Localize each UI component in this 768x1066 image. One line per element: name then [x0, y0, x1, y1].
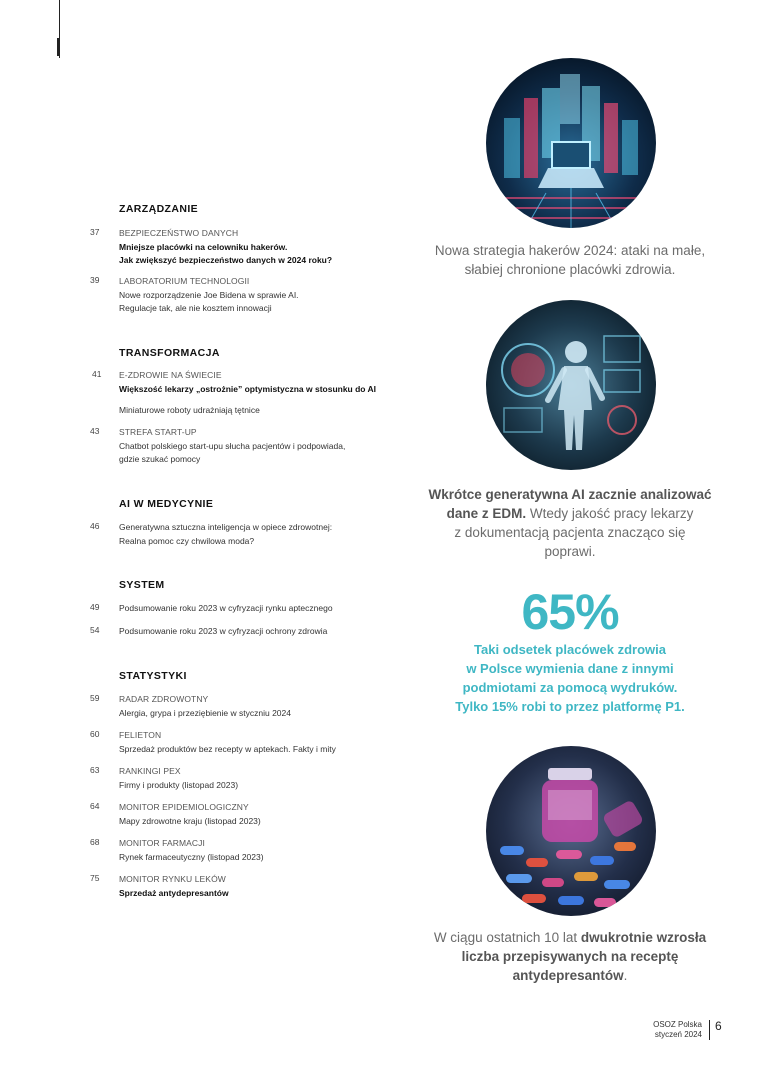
- crop-mark: [59, 0, 60, 58]
- crop-mark-accent: [57, 38, 59, 56]
- issue-date: styczeń 2024: [654, 1030, 702, 1039]
- entry-title: Chatbot polskiego start-upu słucha pacjentów i podpowiada,: [119, 440, 346, 451]
- entry-title: Miniaturowe roboty udrażniają tętnice: [119, 405, 260, 415]
- page-number: 41: [92, 369, 102, 379]
- section-title-transformacja: TRANSFORMACJA: [119, 347, 220, 359]
- caption-line: Wkrótce generatywna AI zacznie analizować: [428, 487, 712, 502]
- page-number: 75: [90, 873, 100, 883]
- section-title-ai-w-medycynie: AI W MEDYCYNIE: [119, 498, 214, 510]
- caption-line: poprawi.: [544, 544, 596, 559]
- stat-line: Taki odsetek placówek zdrowia: [474, 642, 666, 657]
- entry-category: E-ZDROWIE NA ŚWIECIE: [119, 370, 222, 380]
- section-title-statystyki: STATYSTYKI: [119, 670, 187, 682]
- stat-line: Tylko 15% robi to przez platformę P1.: [455, 699, 685, 714]
- entry-category: MONITOR RYNKU LEKÓW: [119, 874, 226, 884]
- entry-title: Jak zwiększyć bezpieczeństwo danych w 2024 roku?: [119, 255, 333, 265]
- ai-body-scan-image: [486, 300, 656, 470]
- entry-category: FELIETON: [119, 730, 162, 740]
- page-number: 39: [90, 275, 100, 285]
- entry-category: RANKINGI PEX: [119, 766, 181, 776]
- page-number: 43: [90, 426, 100, 436]
- footer-publication: [653, 1020, 702, 1040]
- caption-antidepressants: [425, 928, 715, 985]
- entry-title: Podsumowanie roku 2023 w cyfryzacji ochrony zdrowia: [119, 626, 328, 636]
- stat-line: w Polsce wymienia dane z innymi: [466, 661, 674, 676]
- page-number: 68: [90, 837, 100, 847]
- entry-title: Podsumowanie roku 2023 w cyfryzacji rynku aptecznego: [119, 603, 333, 613]
- page-number: 46: [90, 521, 100, 531]
- page-number: 64: [90, 801, 100, 811]
- footer-divider: [709, 1020, 710, 1040]
- pills-image: [486, 746, 656, 916]
- entry-category: BEZPIECZEŃSTWO DANYCH: [119, 228, 239, 238]
- entry-title: Nowe rozporządzenie Joe Bidena w sprawie AI.: [119, 289, 299, 300]
- caption-line: liczba przepisywanych na receptę: [461, 949, 679, 964]
- caption-generative-ai: [425, 485, 715, 561]
- caption-line: dane z EDM. Wtedy jakość pracy lekarzy: [446, 506, 694, 521]
- big-stat-number: 65%: [521, 584, 619, 640]
- caption-line: antydepresantów.: [512, 968, 628, 983]
- entry-title: Mapy zdrowotne kraju (listopad 2023): [119, 815, 261, 826]
- publication-name: OSOZ Polska: [653, 1020, 702, 1029]
- caption-line: W ciągu ostatnich 10 lat dwukrotnie wzrosła: [433, 930, 707, 945]
- section-title-system: SYSTEM: [119, 579, 165, 591]
- entry-title: Alergia, grypa i przeziębienie w styczniu 2024: [119, 707, 291, 718]
- stat-line: podmiotami za pomocą wydruków.: [462, 680, 678, 695]
- caption-line: z dokumentacją pacjenta znacząco się: [454, 525, 686, 540]
- stat-description: [425, 640, 715, 716]
- entry-category: RADAR ZDROWOTNY: [119, 694, 209, 704]
- entry-category: MONITOR FARMACJI: [119, 838, 205, 848]
- entry-title: Realna pomoc czy chwilowa moda?: [119, 535, 255, 546]
- caption-hackers: [425, 241, 715, 279]
- page-number-footer: 6: [715, 1019, 722, 1033]
- entry-title: Generatywna sztuczna inteligencja w opiece zdrowotnej:: [119, 522, 333, 532]
- cyber-city-image: [486, 58, 656, 228]
- entry-category: LABORATORIUM TECHNOLOGII: [119, 276, 250, 286]
- entry-title: Mniejsze placówki na celowniku hakerów.: [119, 241, 288, 252]
- page-number: 59: [90, 693, 100, 703]
- section-title-zarzadzanie: ZARZĄDZANIE: [119, 203, 199, 215]
- entry-category: MONITOR EPIDEMIOLOGICZNY: [119, 802, 249, 812]
- page-number: 63: [90, 765, 100, 775]
- caption-line: Nowa strategia hakerów 2024: ataki na małe,: [434, 243, 706, 258]
- page-number: 54: [90, 625, 100, 635]
- entry-title: gdzie szukać pomocy: [119, 454, 201, 464]
- entry-category: STREFA START-UP: [119, 427, 197, 437]
- entry-title: Firmy i produkty (listopad 2023): [119, 779, 239, 790]
- entry-title: Rynek farmaceutyczny (listopad 2023): [119, 851, 264, 862]
- entry-title: Regulacje tak, ale nie kosztem innowacji: [119, 303, 272, 313]
- entry-title: Sprzedaż antydepresantów: [119, 887, 229, 898]
- page-number: 60: [90, 729, 100, 739]
- entry-title: Większość lekarzy „ostrożnie” optymistyczna w stosunku do AI: [119, 383, 377, 394]
- page-number: 37: [90, 227, 100, 237]
- page-number: 49: [90, 602, 100, 612]
- caption-line: słabiej chronione placówki zdrowia.: [464, 262, 676, 277]
- entry-title: Sprzedaż produktów bez recepty w aptekach. Fakty i mity: [119, 743, 336, 754]
